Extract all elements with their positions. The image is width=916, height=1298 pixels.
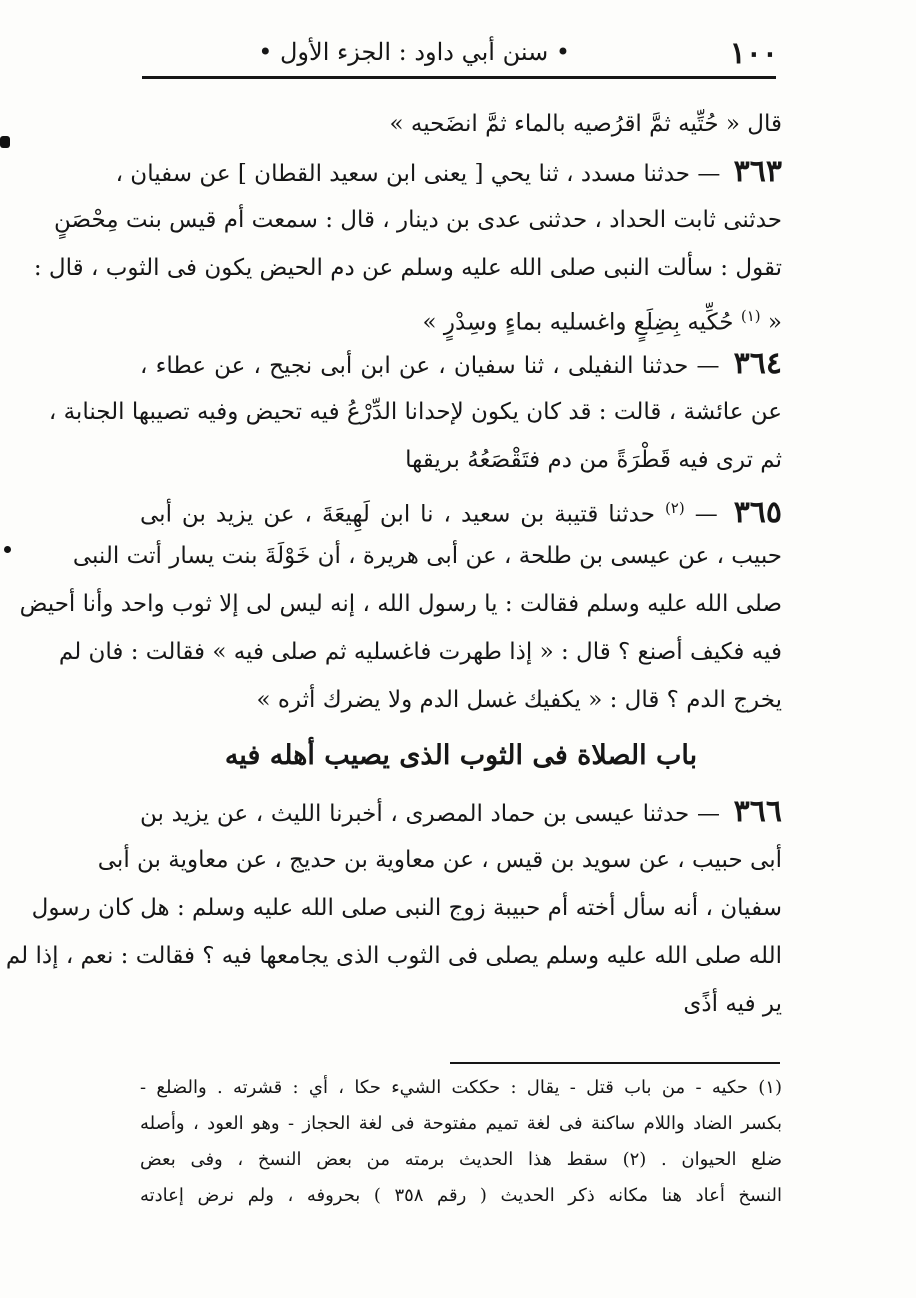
chapter-heading: باب الصلاة فى الثوب الذى يصيب أهله فيه [224, 740, 698, 771]
hadith-number: ٣٦٣ [733, 154, 782, 189]
scan-mark [0, 136, 10, 148]
text-line: صلى الله عليه وسلم فقالت : يا رسول الله ، إنه ليس لى إلا ثوب واحد وأنا أحيض [19, 591, 782, 617]
text-line: سفيان ، أنه سأل أخته أم حبيبة زوج النبى صلى الله عليه وسلم : هل كان رسول [31, 895, 782, 921]
text-line [140, 292, 782, 340]
page-header [140, 32, 778, 80]
text-line: أبى حبيب ، عن سويد بن قيس ، عن معاوية بن حديج ، عن معاوية بن أبى [97, 847, 782, 873]
text-line: يخرج الدم ؟ قال : « يكفيك غسل الدم ولا يضرك أثره » [256, 687, 782, 713]
text-segment: حُكِّيه بِضِلَعٍ واغسليه بماءٍ وسِدْرٍ » [422, 309, 734, 336]
footnote-line: النسخ أعاد هنا مكانه ذكر الحديث ( رقم ٣٥٨ ) بحروفه ، ولم نرض إعادته [140, 1185, 782, 1206]
text-line [140, 788, 782, 836]
text-segment: حدثنا مسدد ، ثنا يحي [ يعنى ابن سعيد القطان ] عن سفيان ، [115, 161, 691, 187]
text-line [115, 148, 782, 196]
footnote-rule [450, 1062, 780, 1064]
footnote-line: (١) حكيه - من باب قتل - يقال : حككت الشيء حكا ، أي : قشرته . والضلع - [140, 1077, 782, 1098]
text-line: الله صلى الله عليه وسلم يصلى فى الثوب الذى يجامعها فيه ؟ فقالت : نعم ، إذا لم [5, 943, 782, 969]
footnote-marker: (١) [740, 307, 761, 325]
text-line: تقول : سألت النبى صلى الله عليه وسلم عن دم الحيض يكون فى الثوب ، قال : [33, 255, 782, 281]
text-segment: حدثنا قتيبة بن سعيد ، نا ابن لَهِيعَةَ ، عن يزيد بن أبى [140, 501, 655, 528]
running-title: • سنن أبي داود : الجزء الأول • [258, 38, 570, 66]
dash: — [697, 161, 721, 187]
header-rule [142, 76, 776, 79]
text-line: فيه فكيف أصنع ؟ قال : « إذا طهرت فاغسليه ثم صلى فيه » فقالت : فان لم [58, 639, 782, 665]
footnotes [140, 1070, 782, 1214]
text-line: حبيب ، عن عيسى بن طلحة ، عن أبى هريرة ، أن خَوْلَةَ بنت يسار أتت النبى [72, 543, 782, 569]
text-line: ير فيه أذًى [683, 991, 782, 1017]
text-segment: حدثنا عيسى بن حماد المصرى ، أخبرنا الليث ، عن يزيد بن [140, 801, 690, 827]
body-text [5, 100, 783, 1028]
dash: — [696, 353, 720, 379]
text-line: قال « حُتِّيه ثمَّ اقرُصيه بالماء ثمَّ انضَحيه » [389, 111, 782, 137]
page-number: ١٠٠ [729, 36, 778, 71]
hadith-number: ٣٦٦ [733, 794, 782, 829]
footnote-line: ضلع الحيوان . (٢) سقط هذا الحديث برمته من بعض النسخ ، وفى بعض [140, 1149, 782, 1170]
text-line [140, 340, 782, 388]
footnote-marker: (٢) [664, 499, 685, 517]
hadith-number: ٣٦٥ [733, 494, 783, 530]
text-line: حدثنى ثابت الحداد ، حدثنى عدى بن دينار ، قال : سمعت أم قيس بنت مِحْصَنٍ [53, 207, 782, 233]
hadith-number: ٣٦٤ [733, 346, 782, 381]
footnote-line: بكسر الضاد واللام ساكنة فى لغة تميم مفتوحة فى لغة الحجاز - وهو العود ، وأصله [140, 1113, 782, 1134]
opening-quote: « [767, 309, 782, 336]
dash: — [694, 501, 718, 528]
text-line: ثم ترى فيه قَطْرَةً من دم فتَقْصَعُهُ بريقها [405, 447, 782, 473]
text-segment: حدثنا النفيلى ، ثنا سفيان ، عن ابن أبى نجيح ، عن عطاء ، [140, 353, 689, 379]
text-line: عن عائشة ، قالت : قد كان يكون لإحدانا الدِّرْعُ فيه تحيض وفيه تصيبها الجنابة ، [48, 399, 782, 425]
scan-mark [4, 546, 11, 553]
text-line [140, 484, 782, 532]
dash: — [696, 801, 720, 827]
